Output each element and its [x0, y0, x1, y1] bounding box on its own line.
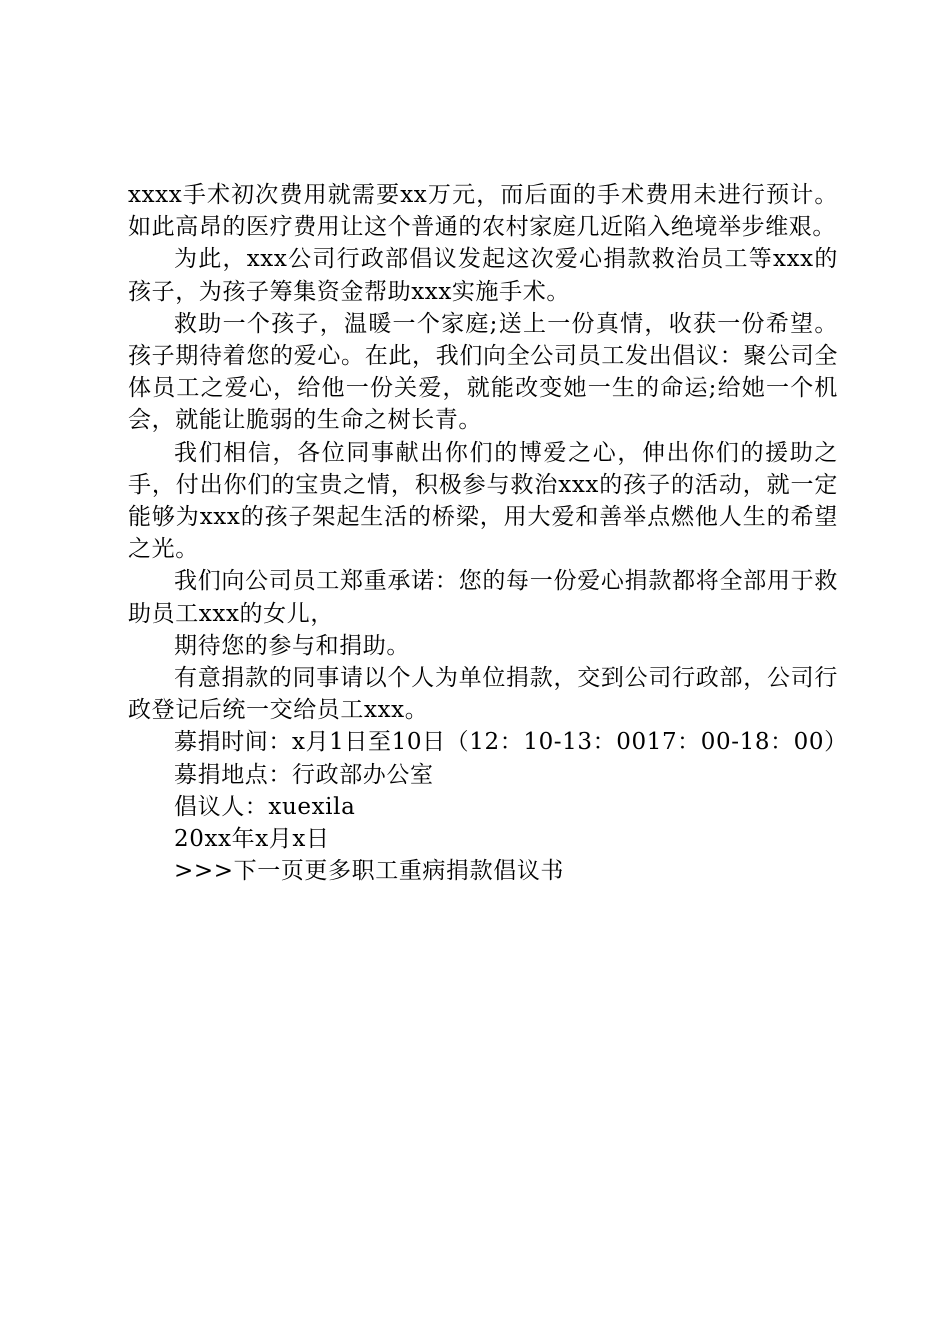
initiator: 倡议人：xuexila [174, 793, 356, 820]
paragraph-expect: 期待您的参与和捐助。 [174, 632, 410, 659]
paragraph-belief: 我们相信，各位同事献出你们的博爱之心，伸出你们的援助之手，付出你们的宝贵之情，积极参与救治xxx的孩子的活动，就一定能够为xxx的孩子架起生活的桥梁，用大爱和善举点燃他人生的希望之光。 [128, 439, 838, 563]
paragraph-promise: 我们向公司员工郑重承诺：您的每一份爱心捐款都将全部用于救助员工xxx的女儿， [128, 568, 838, 627]
document-body [128, 179, 848, 887]
paragraph-appeal: 救助一个孩子，温暖一个家庭;送上一份真情，收获一份希望。孩子期待着您的爱心。在此，我们向全公司员工发出倡议：聚公司全体员工之爱心，给他一份关爱，就能改变她一生的命运;给她一个机会，就能让脆弱的生命之树长青。 [128, 310, 838, 434]
donation-location: 募捐地点：行政部办公室 [174, 761, 434, 788]
next-page-link[interactable]: >>>下一页更多职工重病捐款倡议书 [174, 858, 565, 885]
paragraph-surgery-cost: xxxx手术初次费用就需要xx万元，而后面的手术费用未进行预计。如此高昂的医疗费用让这个普通的农村家庭几近陷入绝境举步维艰。 [128, 182, 838, 241]
paragraph-initiative: 为此，xxx公司行政部倡议发起这次爱心捐款救治员工等xxx的孩子，为孩子筹集资金帮助xxx实施手术。 [128, 246, 838, 305]
document-date: 20xx年x月x日 [174, 826, 330, 853]
paragraph-donation-method: 有意捐款的同事请以个人为单位捐款，交到公司行政部，公司行政登记后统一交给员工xxx。 [128, 665, 838, 724]
paragraph-donation-time: 募捐时间：x月1日至10日（12：10-13：0017：00-18：00） [174, 729, 848, 756]
